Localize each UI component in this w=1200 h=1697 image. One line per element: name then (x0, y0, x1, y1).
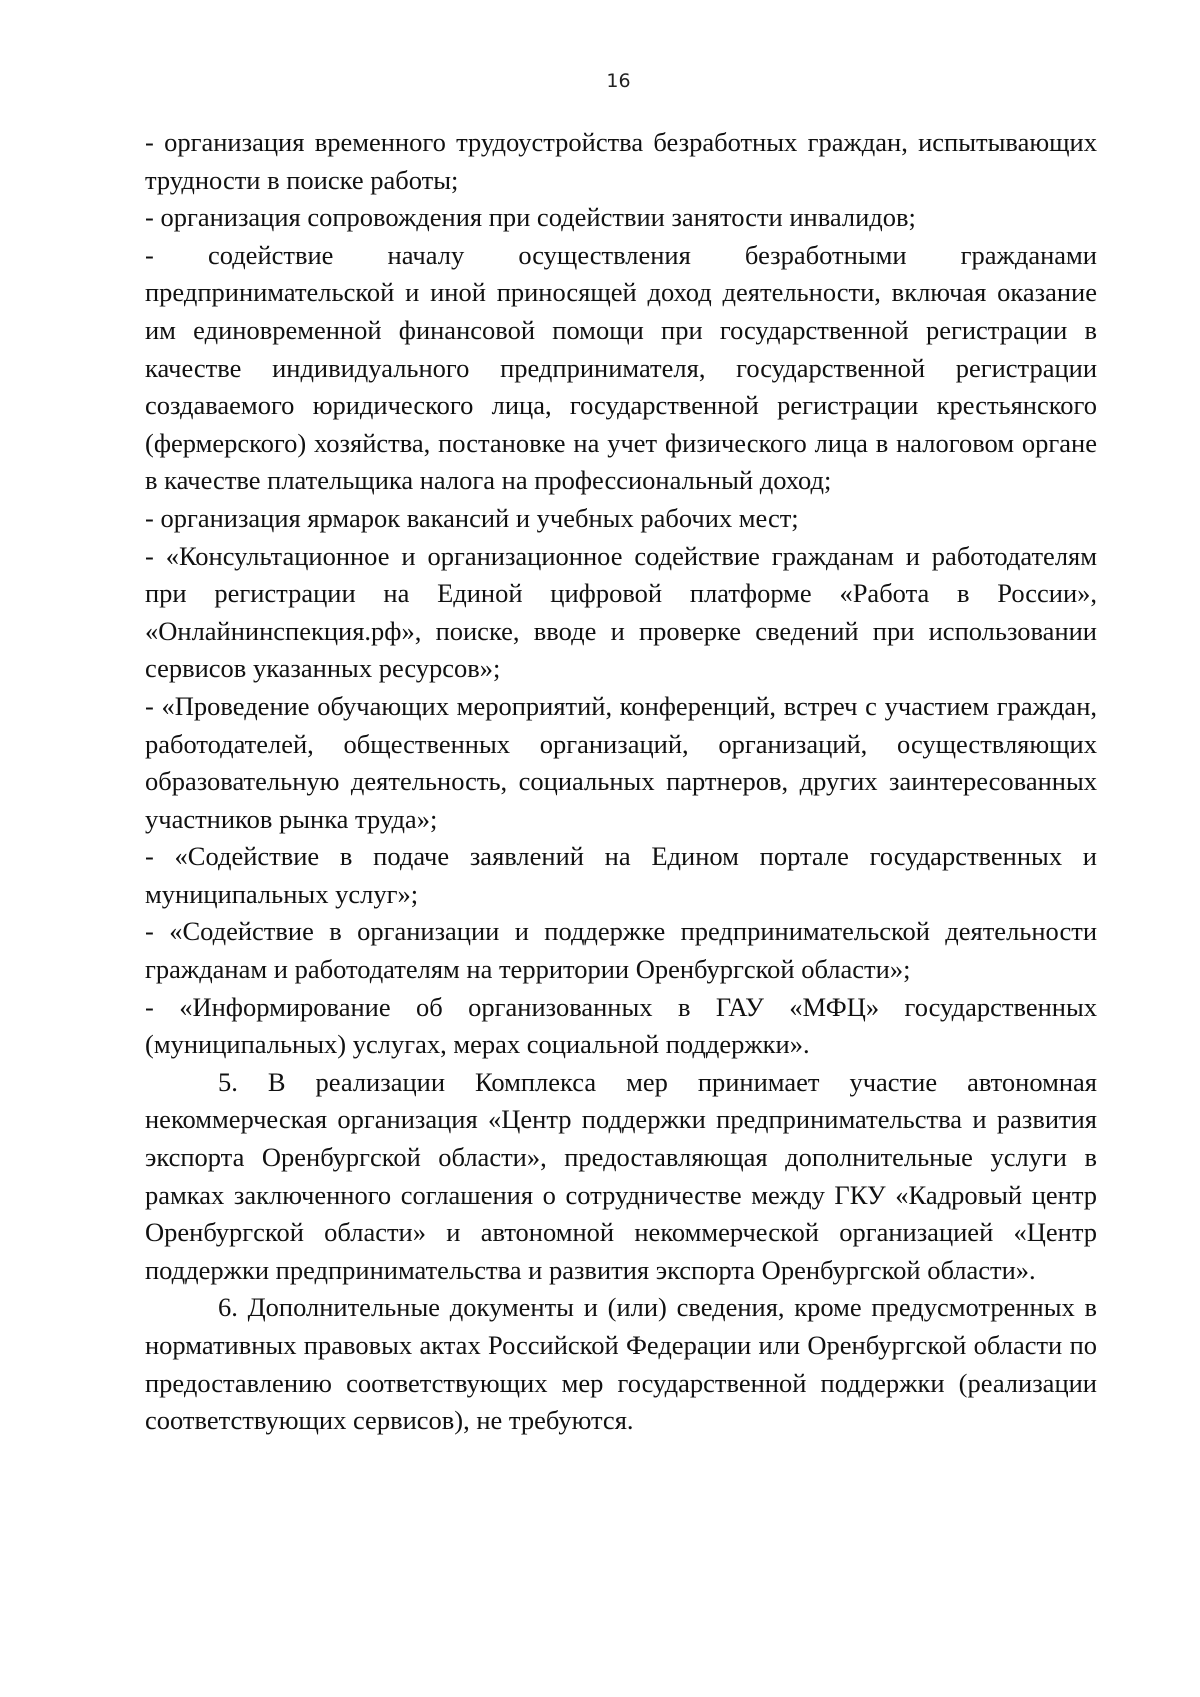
paragraph-list-item: - «Содействие в подаче заявлений на Едином портале государственных и муниципальных услуг»; (145, 841, 1097, 909)
document-body (145, 124, 1097, 1440)
numbered-paragraph-5: 5. В реализации Комплекса мер принимает участие автономная некоммерческая организация «Центр поддержки предпринимательства и развития экспорта Оренбургской области», предоставляющая дополнительные услуги в рамках заключенного соглашения о сотрудничестве между ГКУ «Кадровый центр Оренбургской области» и автономной некоммерческой организацией «Центр поддержки предпринимательства и развития экспорта Оренбургской области». (145, 1066, 1097, 1285)
paragraph-list-item: - «Консультационное и организационное содействие гражданам и работодателям при регистрации на Единой цифровой платформе «Работа в России», «Онлайнинспекция.рф», поиске, вводе и проверке сведений при использовании сервисов указанных ресурсов»; (145, 540, 1097, 684)
paragraph-list-item: - содействие началу осуществления безработными гражданами предпринимательской и иной приносящей доход деятельности, включая оказание им единовременной финансовой помощи при государственной регистрации в качестве индивидуального предпринимателя, государственной регистрации создаваемого юридического лица, государственной регистрации крестьянского (фермерского) хозяйства, постановке на учет физического лица в налоговом органе в качестве плательщика налога на профессиональный доход; (145, 239, 1097, 496)
paragraph-list-item: - организация временного трудоустройства безработных граждан, испытывающих трудности в поиске работы; (145, 127, 1097, 195)
paragraph-list-item: - «Содействие в организации и поддержке предпринимательской деятельности гражданам и работодателям на территории Оренбургской области»; (145, 916, 1097, 985)
paragraph-list-item: - «Проведение обучающих мероприятий, конференций, встреч с участием граждан, работодателей, общественных организаций, организаций, осуществляющих образовательную деятельность, социальных партнеров, других заинтересованных участников рынка труда»; (145, 690, 1097, 834)
paragraph-list-item: - организация сопровождения при содействии занятости инвалидов; (145, 202, 916, 233)
paragraph-list-item: - организация ярмарок вакансий и учебных рабочих мест; (145, 502, 799, 533)
page-number: 16 (606, 70, 631, 92)
paragraph-list-item: - «Информирование об организованных в ГАУ «МФЦ» государственных (муниципальных) услугах, мерах социальной поддержки». (145, 991, 1097, 1060)
numbered-paragraph-6: 6. Дополнительные документы и (или) сведения, кроме предусмотренных в нормативных правовых актах Российской Федерации или Оренбургской области по предоставлению соответствующих мер государственной поддержки (реализации соответствующих сервисов), не требуются. (145, 1292, 1097, 1436)
